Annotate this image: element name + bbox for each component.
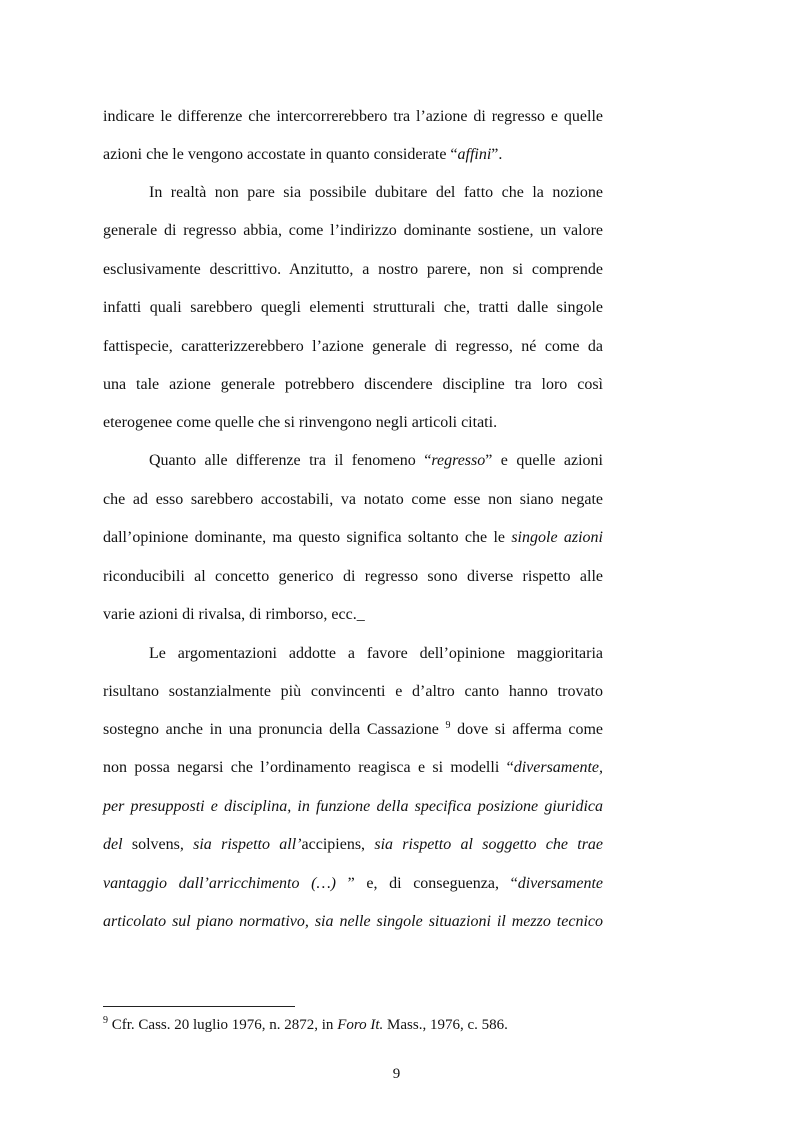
page-number: 9 (392, 1066, 401, 1082)
paragraph-line: una tale azione generale potrebbero discendere discipline tra loro così (103, 376, 603, 393)
paragraph-line: infatti quali sarebbero quegli elementi strutturali che, tratti dalle singole (103, 299, 603, 316)
paragraph-line: risultano sostanzialmente più convincenti e d’altro canto hanno trovato (103, 683, 603, 700)
italic-quote: vantaggio dall’arricchimento (…) (103, 875, 337, 892)
italic-quote: del (103, 836, 123, 853)
paragraph-line: vantaggio dall’arricchimento (…) ” e, di conseguenza, “diversamente (103, 875, 603, 892)
paragraph-line (103, 797, 603, 817)
paragraph-line: eterogenee come quelle che si rinvengono negli articoli citati. (103, 414, 498, 431)
paragraph-line: del solvens, sia rispetto all’accipiens, sia rispetto al soggetto che trae (103, 836, 604, 853)
footnote-marker: 9 (103, 1015, 108, 1026)
italic-quote: per presupposti e disciplina, in funzione della specifica posizione giuridica (103, 798, 603, 815)
footnote: $^9$ Cfr. Cass. 20 luglio 1976, n. 2872, in Foro It. Mass., 1976, c. 586. (103, 1015, 508, 1033)
paragraph-line (103, 912, 603, 932)
paragraph-line: Le argomentazioni addotte a favore dell’opinione maggioritaria (149, 645, 603, 662)
paragraph-line: varie azioni di rivalsa, di rimborso, ecc._ (103, 606, 365, 623)
footnote-separator (103, 1006, 295, 1007)
paragraph-line: fattispecie, caratterizzerebbero l’azione generale di regresso, né come da (103, 338, 603, 355)
italic-term: regresso (431, 452, 486, 469)
paragraph-line: In realtà non pare sia possibile dubitare del fatto che la nozione (149, 184, 603, 201)
paragraph-line: riconducibili al concetto generico di regresso sono diverse rispetto alle (103, 568, 603, 585)
latin-term: solvens (122, 836, 180, 853)
italic-quote: articolato sul piano normativo, sia nelle singole situazioni il mezzo tecnico (103, 913, 603, 930)
latin-term: accipiens (301, 836, 362, 853)
italic-quote: , sia rispetto all’ (179, 836, 302, 853)
paragraph-line: esclusivamente descrittivo. Anzitutto, a nostro parere, non si comprende (103, 261, 603, 278)
paragraph-line: indicare le differenze che intercorrerebbero tra l’azione di regresso e quelle (103, 108, 603, 125)
italic-term: singole azioni (511, 529, 603, 546)
paragraph-line: Quanto alle differenze tra il fenomeno “regresso” e quelle azioni (149, 452, 604, 469)
italic-quote: diversamente (517, 875, 603, 892)
paragraph-line: azioni che le vengono accostate in quanto considerate “affini”. (103, 146, 503, 163)
italic-quote: sia rispetto al soggetto che trae (374, 836, 604, 853)
paragraph-line: generale di regresso abbia, come l’indirizzo dominante sostiene, un valore (103, 222, 603, 239)
footnote-reference: 9 (445, 720, 451, 731)
italic-term: affini (457, 146, 492, 163)
footnote-source: Foro It. (337, 1017, 384, 1033)
paragraph-line: dall’opinione dominante, ma questo significa soltanto che le singole azioni (103, 529, 603, 546)
italic-quote: diversamente, (513, 759, 603, 776)
paragraph-line: non possa negarsi che l’ordinamento reagisca e si modelli “diversamente, (103, 759, 603, 776)
paragraph-line: sostegno anche in una pronuncia della Cassazione $^9$ dove si afferma come (103, 720, 603, 738)
paragraph-line: che ad esso sarebbero accostabili, va notato come esse non siano negate (103, 491, 603, 508)
